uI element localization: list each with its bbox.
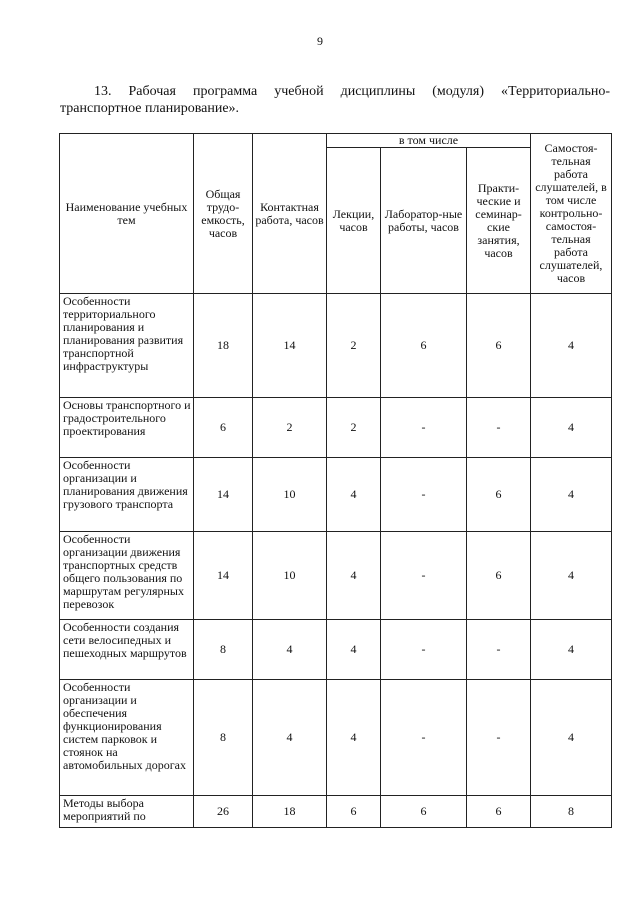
total-hours: 6 — [194, 398, 253, 458]
total-hours: 8 — [194, 620, 253, 680]
section-heading — [60, 83, 610, 117]
lab-hours: 6 — [381, 294, 467, 398]
lab-hours: - — [381, 398, 467, 458]
practice-hours: - — [467, 398, 531, 458]
self-study-hours: 8 — [531, 796, 612, 828]
lecture-hours: 2 — [327, 398, 381, 458]
lecture-hours: 4 — [327, 680, 381, 796]
total-hours: 26 — [194, 796, 253, 828]
lab-hours: - — [381, 532, 467, 620]
topic-name: Особенности организации и обеспечения функционирования систем парковок и стоянок на автомобильных дорогах — [60, 680, 194, 796]
contact-hours: 18 — [253, 796, 327, 828]
table-row — [60, 620, 612, 680]
practice-hours: 6 — [467, 294, 531, 398]
contact-hours: 4 — [253, 680, 327, 796]
topic-name: Особенности организации движения транспортных средств общего пользования по маршрутам регулярных перевозок — [60, 532, 194, 620]
total-hours: 8 — [194, 680, 253, 796]
contact-hours: 10 — [253, 532, 327, 620]
contact-hours: 10 — [253, 458, 327, 532]
self-study-hours: 4 — [531, 294, 612, 398]
header-lectures: Лекции, часов — [327, 148, 381, 294]
section-heading-line-2: транспортное планирование». — [60, 101, 240, 116]
self-study-hours: 4 — [531, 398, 612, 458]
lab-hours: - — [381, 620, 467, 680]
header-total-hours: Общая трудо-емкость, часов — [194, 134, 253, 294]
header-practice: Практи-ческие и семинар-ские занятия, часов — [467, 148, 531, 294]
topic-name: Методы выбора мероприятий по — [60, 796, 194, 828]
section-heading-line-1: 13. Рабочая программа учебной дисциплины (модуля) «Территориально- — [94, 84, 610, 99]
table-row — [60, 532, 612, 620]
lecture-hours: 2 — [327, 294, 381, 398]
header-labs: Лаборатор-ные работы, часов — [381, 148, 467, 294]
header-contact-hours: Контактная работа, часов — [253, 134, 327, 294]
header-including: в том числе — [327, 134, 531, 148]
lab-hours: - — [381, 458, 467, 532]
lab-hours: - — [381, 680, 467, 796]
total-hours: 14 — [194, 458, 253, 532]
topic-name: Особенности организации и планирования движения грузового транспорта — [60, 458, 194, 532]
contact-hours: 4 — [253, 620, 327, 680]
lab-hours: 6 — [381, 796, 467, 828]
lecture-hours: 6 — [327, 796, 381, 828]
header-self-study: Самостоя-тельная работа слушателей, в том числе контрольно-самостоя-тельная работа слушателей, часов — [531, 134, 612, 294]
self-study-hours: 4 — [531, 532, 612, 620]
topic-name: Основы транспортного и градостроительного проектирования — [60, 398, 194, 458]
header-topic-name: Наименование учебных тем — [60, 134, 194, 294]
contact-hours: 14 — [253, 294, 327, 398]
table-row — [60, 796, 612, 828]
contact-hours: 2 — [253, 398, 327, 458]
practice-hours: 6 — [467, 796, 531, 828]
self-study-hours: 4 — [531, 620, 612, 680]
table-header — [60, 134, 612, 294]
lecture-hours: 4 — [327, 458, 381, 532]
table-row — [60, 294, 612, 398]
topic-name: Особенности создания сети велосипедных и пешеходных маршрутов — [60, 620, 194, 680]
practice-hours: 6 — [467, 458, 531, 532]
practice-hours: 6 — [467, 532, 531, 620]
table-row — [60, 458, 612, 532]
total-hours: 14 — [194, 532, 253, 620]
self-study-hours: 4 — [531, 680, 612, 796]
lecture-hours: 4 — [327, 620, 381, 680]
topic-name: Особенности территориального планирования и планирования развития транспортной инфраструктуры — [60, 294, 194, 398]
lecture-hours: 4 — [327, 532, 381, 620]
total-hours: 18 — [194, 294, 253, 398]
practice-hours: - — [467, 620, 531, 680]
page-number: 9 — [317, 34, 323, 48]
table-row — [60, 398, 612, 458]
table-row — [60, 680, 612, 796]
self-study-hours: 4 — [531, 458, 612, 532]
practice-hours: - — [467, 680, 531, 796]
curriculum-table — [59, 133, 612, 828]
